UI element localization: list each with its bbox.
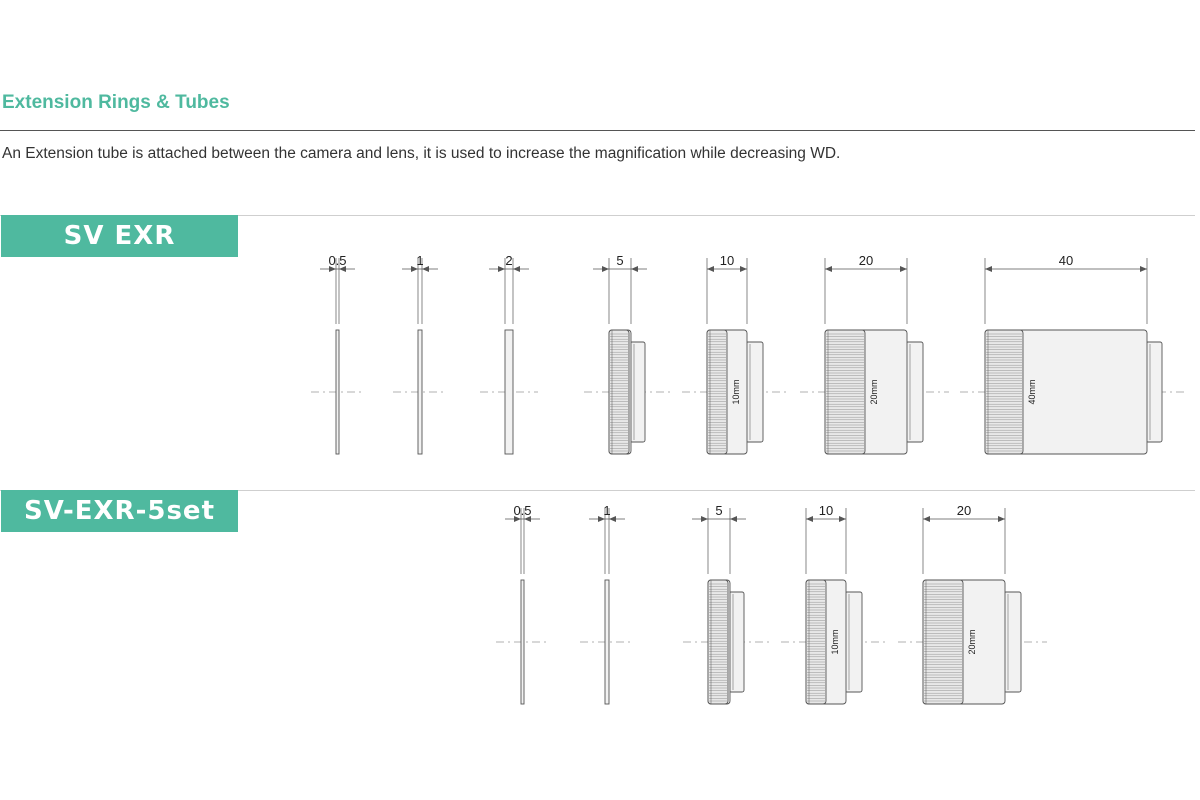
mount-thread bbox=[1004, 592, 1021, 692]
dimension-label: 5 bbox=[715, 503, 723, 518]
dimension-label: 2 bbox=[505, 253, 513, 268]
section-label-sv-exr-5set: SV-EXR-5set bbox=[1, 490, 238, 532]
part-tube bbox=[584, 253, 671, 454]
dimension-arrow bbox=[825, 266, 832, 272]
part-tube bbox=[682, 253, 789, 454]
section-diagram-0 bbox=[311, 253, 1188, 454]
dimension-arrow bbox=[730, 516, 737, 522]
mount-thread bbox=[845, 592, 862, 692]
dimension-label: 40 bbox=[1058, 253, 1074, 268]
dimension-arrow bbox=[900, 266, 907, 272]
section-label-sv-exr: SV EXR bbox=[1, 215, 238, 257]
dimension-arrow bbox=[498, 266, 505, 272]
part-tube bbox=[800, 253, 949, 454]
dimension-arrow bbox=[806, 516, 813, 522]
mount-thread bbox=[906, 342, 923, 442]
body-length-label: 10mm bbox=[830, 629, 840, 655]
ring-body bbox=[418, 330, 422, 454]
dimension-arrow bbox=[701, 516, 708, 522]
part-ring bbox=[580, 503, 634, 704]
dimension-arrow bbox=[998, 516, 1005, 522]
part-ring bbox=[496, 503, 549, 704]
mount-thread bbox=[630, 342, 645, 442]
mount-thread bbox=[729, 592, 744, 692]
dimension-arrow bbox=[513, 266, 520, 272]
body-length-label: 40mm bbox=[1027, 379, 1037, 405]
dimension-arrow bbox=[631, 266, 638, 272]
dimension-label: 1 bbox=[603, 503, 611, 518]
part-ring bbox=[311, 253, 364, 454]
dimension-arrow bbox=[985, 266, 992, 272]
dimension-label: 10 bbox=[818, 503, 834, 518]
part-ring bbox=[393, 253, 447, 454]
part-tube bbox=[960, 253, 1188, 454]
dimension-label: 5 bbox=[616, 253, 624, 268]
dimension-arrow bbox=[602, 266, 609, 272]
dimension-label: 0.5 bbox=[513, 503, 532, 518]
page-title: Extension Rings & Tubes bbox=[2, 92, 230, 113]
ring-body bbox=[521, 580, 524, 704]
dimension-label: 20 bbox=[858, 253, 874, 268]
part-tube bbox=[898, 503, 1047, 704]
body-length-label: 10mm bbox=[731, 379, 741, 405]
dimension-arrow bbox=[839, 516, 846, 522]
dimension-label: 0.5 bbox=[328, 253, 347, 268]
part-tube bbox=[683, 503, 770, 704]
ring-body bbox=[605, 580, 609, 704]
dimension-label: 20 bbox=[956, 503, 972, 518]
part-ring bbox=[480, 253, 538, 454]
intro-text: An Extension tube is attached between the camera and lens, it is used to increase the magnification while decreasing WD. bbox=[2, 145, 841, 162]
section-diagram-1 bbox=[496, 503, 1047, 704]
dimension-arrow bbox=[923, 516, 930, 522]
dimension-label: 1 bbox=[416, 253, 424, 268]
mount-thread bbox=[746, 342, 763, 442]
dimension-arrow bbox=[1140, 266, 1147, 272]
ring-body bbox=[505, 330, 513, 454]
body-length-label: 20mm bbox=[967, 629, 977, 655]
body-length-label: 20mm bbox=[869, 379, 879, 405]
dimension-arrow bbox=[740, 266, 747, 272]
part-tube bbox=[781, 503, 888, 704]
dimension-label: 10 bbox=[719, 253, 735, 268]
ring-body bbox=[336, 330, 339, 454]
mount-thread bbox=[1146, 342, 1162, 442]
dimension-arrow bbox=[707, 266, 714, 272]
